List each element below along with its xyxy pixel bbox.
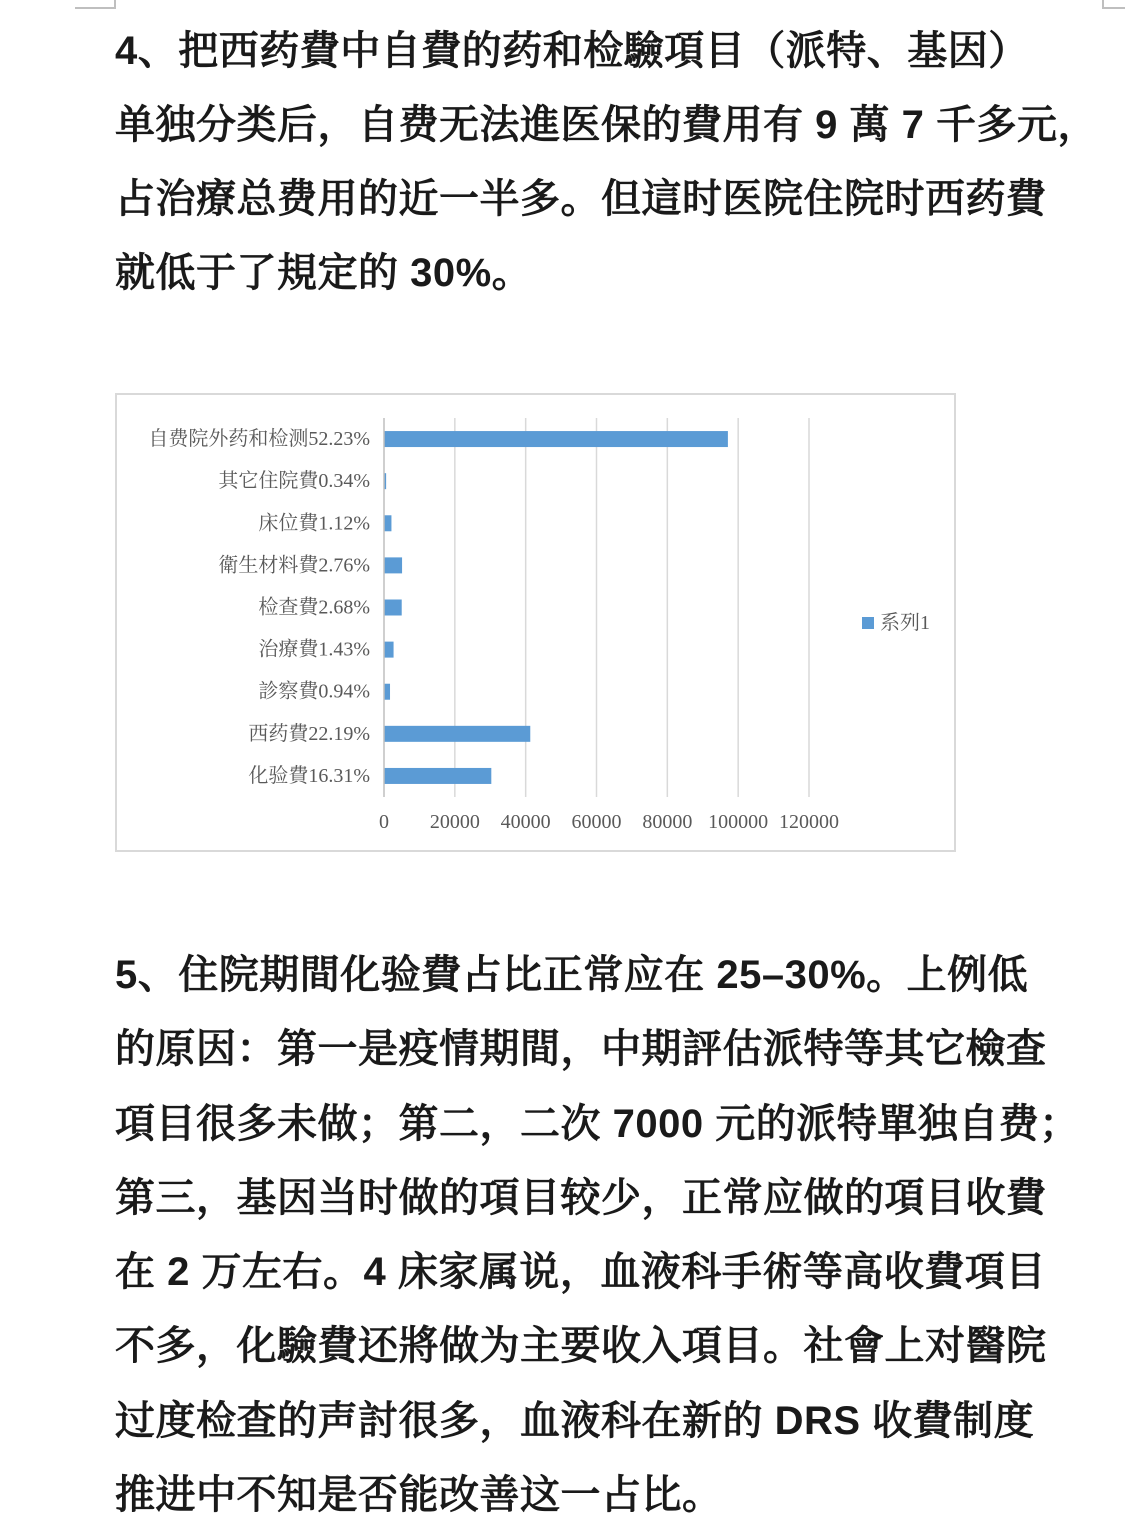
category-label: 西药費22.19% [248,722,370,745]
paragraph-item-5 [115,938,1120,1532]
paragraph-line: 就低于了規定的 30%。 [115,251,533,295]
x-tick-label: 100000 [708,811,769,833]
crop-mark-top-left-horizontal [75,7,115,9]
x-tick-label: 60000 [571,811,622,833]
x-tick-label: 20000 [429,811,480,833]
paragraph-line: 的原因：第一是疫情期間，中期評估派特等其它檢查 [115,1027,1047,1072]
bar [384,768,491,784]
paragraph-line: 单独分类后，自费无法進医保的費用有 9 萬 7 千多元， [115,103,1098,147]
paragraph-item-4 [115,14,1120,310]
bar [384,431,728,447]
legend-swatch [862,617,874,629]
crop-mark-top-right-horizontal [1102,7,1125,9]
paragraph-line: 項目很多未做；第二，二次 7000 元的派特單独自费； [115,1101,1080,1146]
paragraph-line: 4、把西药費中自費的药和检驗項目（派特、基因） [115,29,1029,73]
category-label: 检查費2.68% [258,596,370,619]
category-label: 化验費16.31% [248,764,370,787]
category-label: 衛生材料費2.76% [218,554,370,577]
category-label: 床位費1.12% [258,512,370,535]
bar [384,557,402,573]
category-label: 自费院外药和检测52.23% [148,428,370,451]
bar [384,726,530,742]
paragraph-line: 第三，基因当时做的項目较少，正常应做的項目收費 [115,1175,1047,1220]
legend-label: 系列1 [880,612,930,634]
paragraph-line: 在 2 万左右。4 床家属说，血液科手術等高收費項目 [115,1250,1046,1295]
category-label: 其它住院費0.34% [218,470,370,493]
bar [384,684,390,700]
paragraph-line: 过度检查的声討很多，血液科在新的 DRS 收費制度 [115,1398,1035,1443]
embedded-bar-chart[interactable] [115,393,956,852]
bar [384,642,394,658]
paragraph-line: 占治療总费用的近一半多。但這时医院住院时西药費 [115,177,1047,221]
crop-mark-top-left-vertical [114,0,116,9]
x-tick-label: 80000 [642,811,693,833]
category-label: 診察費0.94% [258,680,370,703]
paragraph-line: 不多，化驗費还將做为主要收入項目。社會上对醫院 [115,1324,1047,1369]
x-tick-label: 120000 [779,811,839,833]
x-tick-label: 40000 [500,811,551,833]
x-tick-label: 0 [379,811,389,833]
paragraph-line: 推进中不知是否能改善这一占比。 [115,1473,723,1518]
bar-chart-plot [117,395,954,850]
category-label: 治療費1.43% [258,638,370,661]
bar [384,515,391,531]
paragraph-line: 5、住院期間化验費占比正常应在 25–30%。上例低 [115,953,1029,997]
bar [384,600,402,616]
